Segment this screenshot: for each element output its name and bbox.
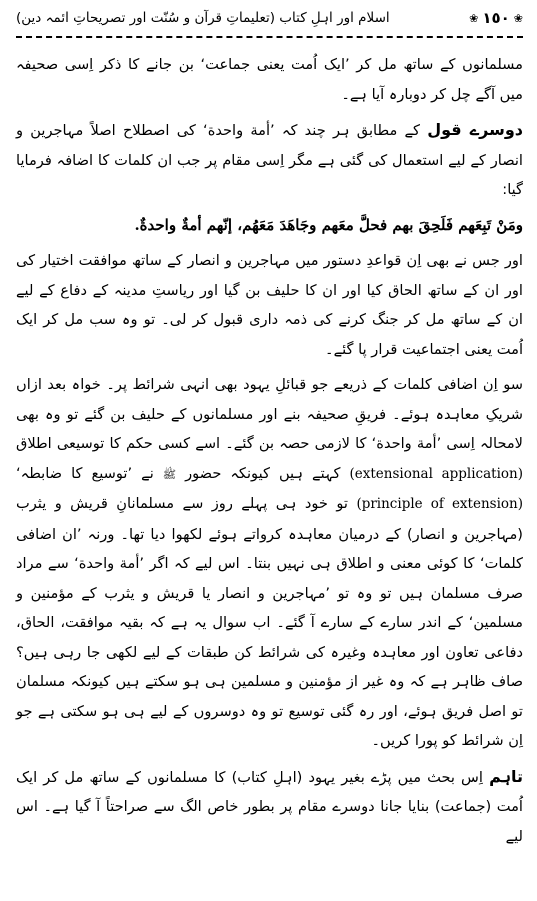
- paragraph-1: مسلمانوں کے ساتھ مل کر ’ایک اُمت یعنی جماعت‘ بن جانے کا ذکر اِسی صحیفہ میں آگے چل کر دوبارہ آیا ہے۔: [16, 56, 523, 103]
- term-extensional-application: (extensional application): [349, 465, 523, 482]
- paragraph-4-part-d: تو خود ہی پہلے روز سے مسلمانانِ قریش و یثرب (مہاجرین و انصار) کے درمیان معاہدہ کرواتے ہوئے لکھوا دیا تھا۔ ورنہ ’ان اضافی کلمات‘ کا کوئی معنی و اطلاق ہی نہیں بنتا۔ اس لیے کہ اگر ’أمة واحدة‘ سے مراد صرف مسلمان ہیں تو وہ تو ’مہاجرین و انصار یا قریش و یثرب کے مؤمنین و مسلمین‘ کے اندر سارے کے سارے آ گئے۔ اب سوال یہ ہے کہ بقیہ موافقت، الحاق، دفاعی تعاون اور معاہدہ وغیرہ کی شرائط کن طبقات کے لیے لکھی جا رہی ہیں؟ صاف ظاہر ہے کہ وہ غیر از مؤمنین و مسلمین ہی ہو سکتے ہیں کیونکہ مسلمان تو اصل فریق ہوئے، اور رہ گئی توسیع تو وہ دوسروں کے لیے ہی ہو سکتی ہے جو اِن شرائط کو پورا کریں۔: [16, 495, 523, 749]
- term-principle-of-extension: (principle of extension): [356, 496, 523, 512]
- ornament-icon: ❀: [469, 11, 479, 25]
- arabic-quote: ومَنْ تَبِعَهم فَلَحِقَ بهم فحلَّ معَهم وجَاهَدَ مَعَهُم، إنّهم أمةٌ واحدةٌ.: [134, 215, 523, 234]
- paragraph-2-text: کے مطابق ہر چند کہ ’أمة واحدة‘ کی اصطلاح اصلاً مہاجرین و انصار کے لیے استعمال کی گئی ہے مگر اِسی مقام پر جب ان کلمات کا اضافہ فرمایا گیا:: [16, 122, 523, 198]
- paragraph-4-part-a: سو اِن اضافی کلمات کے ذریعے جو قبائلِ یہود بھی انہی شرائط پر۔ خواہ بعد ازاں شریکِ معاہدہ ہوئے۔ فریقِ صحیفہ بنے اور مسلمانوں کے حلیف بن گئے تو وہ بھی لامحالہ اِسی ’أمة واحدة‘ کا لازمی حصہ بن گئے۔ اسے کسی حکم کا توسیعی اطلاق: [16, 376, 523, 452]
- ornament-icon: ❀: [513, 11, 523, 25]
- paragraph-2-lead: دوسرے قول: [427, 120, 523, 139]
- paragraph-5: [16, 762, 523, 852]
- paragraph-3: اور جس نے بھی اِن قواعدِ دستور میں مہاجرین و انصار کے ساتھ موافقت اختیار کی اور ان کے ساتھ الحاق کیا اور ان کا حلیف بن گیا اور ریاستِ مدینہ کے دفاع کے لیے ان کے ساتھ مل کر جنگ کرنے کی ذمہ داری قبول کر لی۔ تو وہ سب مل کر ایک اُمت یعنی اجتماعیت قرار پا گئے۔: [16, 252, 523, 358]
- page-header: [16, 0, 523, 34]
- paragraph-5-lead: تاہم: [489, 766, 523, 786]
- salutation-symbol: ﷺ: [162, 467, 177, 481]
- page-number: [469, 9, 523, 27]
- paragraph-5-text: اِس بحث میں پڑے بغیر یہود (اہلِ کتاب) کا مسلمانوں کے ساتھ مل کر ایک اُمت (جماعت) بنایا جانا دوسرے مقام پر بطور خاص الگ سے صراحتاً آ گیا ہے۔ اس لیے: [16, 768, 523, 845]
- page-number-text: ١٥٠: [482, 9, 510, 27]
- paragraph-4-part-c: نے ’توسیع کا ضابطہ‘: [16, 464, 154, 482]
- paragraph-4-part-b: کہتے ہیں کیونکہ حضور: [185, 464, 341, 482]
- running-title: اسلام اور اہلِ کتاب (تعلیماتِ قرآن و سُنّت اور تصریحاتِ ائمہ دین): [16, 10, 390, 26]
- main-text: [16, 50, 523, 851]
- header-divider: [16, 36, 523, 38]
- paragraph-2: [16, 115, 523, 205]
- paragraph-4: [16, 370, 523, 756]
